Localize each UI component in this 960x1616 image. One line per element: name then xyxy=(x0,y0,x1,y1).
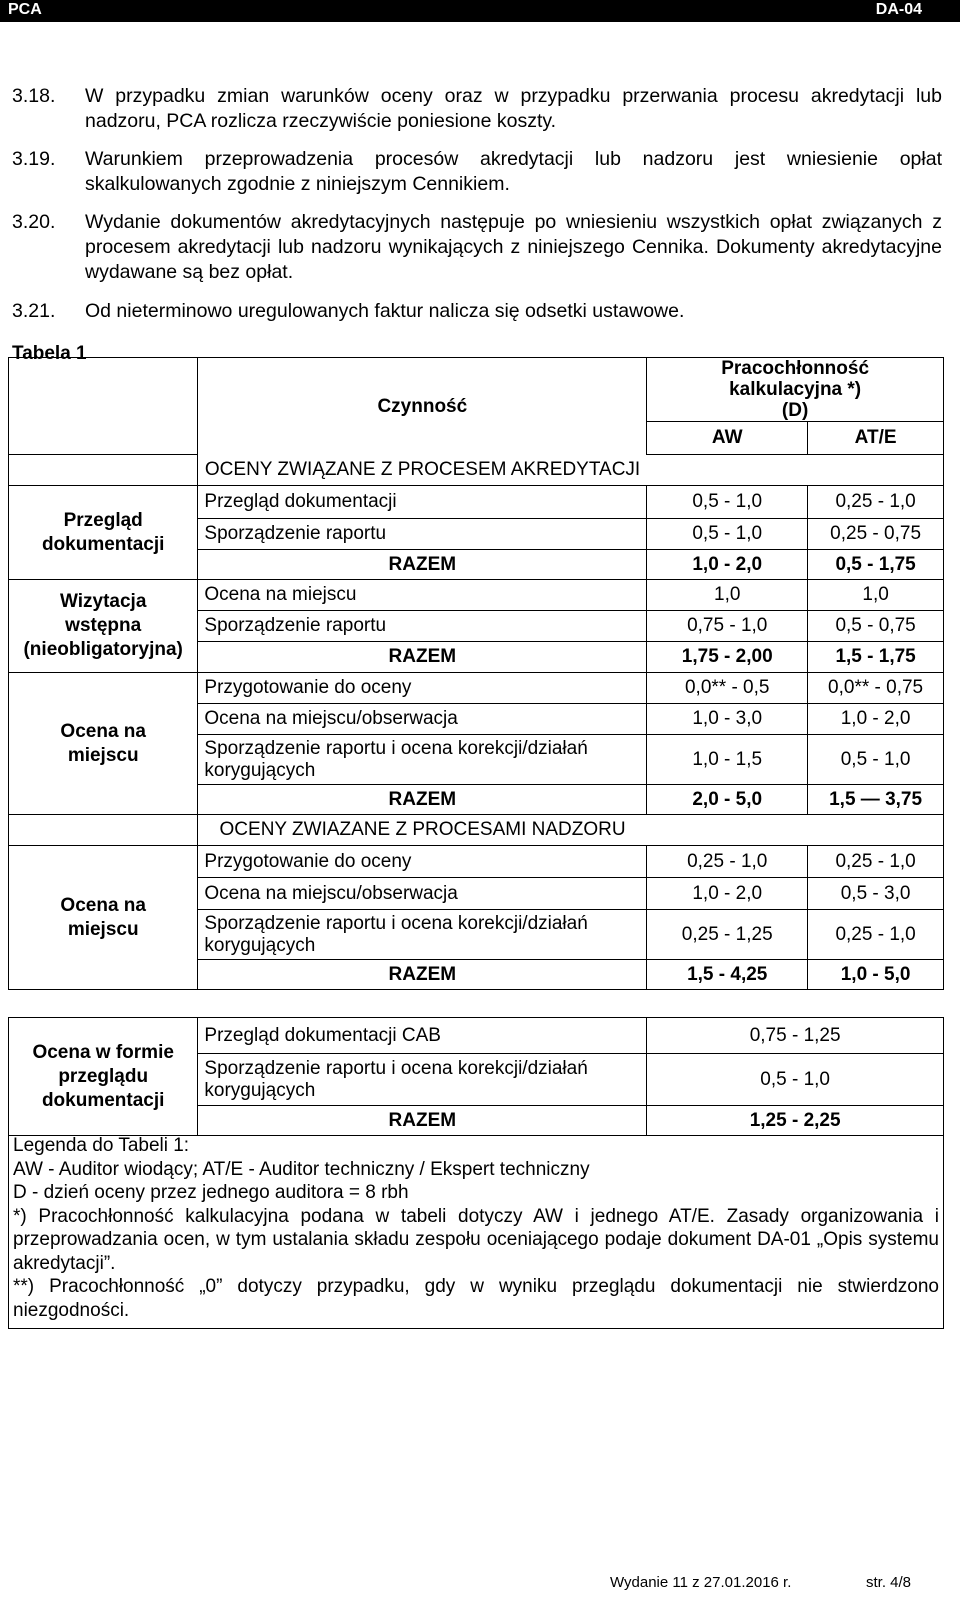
legend-title: Legenda do Tabeli 1: xyxy=(13,1135,190,1156)
section-title-surveillance: OCENY ZWIAZANE Z PROCESAMI NADZORU xyxy=(198,815,647,846)
activity-cell: Przygotowanie do oceny xyxy=(198,846,647,878)
legend-line: **) Pracochłonność „0” dotyczy przypadku, gdy w wyniku przeglądu dokumentacji nie stwierdzono niezgodności. xyxy=(13,1276,939,1321)
total-aw: 1,0 - 2,0 xyxy=(647,550,808,580)
total-label: RAZEM xyxy=(198,960,647,990)
spacer-row xyxy=(9,990,944,1018)
activity-cell xyxy=(198,735,647,785)
activity-cell: Ocena na miejscu/obserwacja xyxy=(198,704,647,735)
header-doc-code: DA-04 xyxy=(875,1,922,18)
header-effort-line: Pracochłonność xyxy=(721,358,870,379)
ate-value: 1,0 - 2,0 xyxy=(808,704,944,735)
total-ate: 1,5 — 3,75 xyxy=(808,785,944,815)
aw-value: 1,0 - 3,0 xyxy=(647,704,808,735)
activity-cell: Sporządzenie raportu xyxy=(198,611,647,642)
group-label-line: Ocena na xyxy=(60,894,146,916)
paragraph-number: 3.19. xyxy=(12,148,56,170)
ate-value: 0,25 - 1,0 xyxy=(808,486,944,519)
paragraph-text: Od nieterminowo uregulowanych faktur nalicza się odsetki ustawowe. xyxy=(85,300,685,322)
aw-value: 1,0 xyxy=(647,580,808,611)
group-label-line: (nieobligatoryjna) xyxy=(23,639,183,660)
table-caption: Tabela 1 xyxy=(12,343,87,364)
header-ate: AT/E xyxy=(808,422,944,455)
section-empty-cell xyxy=(9,455,198,486)
ate-value: 0,5 - 0,75 xyxy=(808,611,944,642)
footer-edition: Wydanie 11 z 27.01.2016 r. xyxy=(610,1574,792,1591)
paragraph-number: 3.20. xyxy=(12,211,56,233)
header-effort xyxy=(647,358,944,422)
group-label-document-form-assessment xyxy=(9,1018,198,1136)
section-empty-cell xyxy=(647,815,944,846)
activity-line: Sporządzenie raportu i ocena korekcji/działań xyxy=(204,1057,588,1079)
legend-line: AW - Auditor wiodący; AT/E - Auditor techniczny / Ekspert techniczny xyxy=(13,1158,590,1180)
group-label-line: przeglądu xyxy=(58,1065,149,1087)
activity-line: Sporządzenie raportu i ocena korekcji/działań xyxy=(204,912,588,934)
total-label: RAZEM xyxy=(198,550,647,580)
paragraph-text: W przypadku zmian warunków oceny oraz w przypadku przerwania procesu akredytacji lub nadzoru, PCA rozlicza rzeczywiście poniesione koszty. xyxy=(85,85,942,132)
total-label: RAZEM xyxy=(198,785,647,815)
group-label-line: dokumentacji xyxy=(41,1089,165,1111)
paragraph-text: Warunkiem przeprowadzenia procesów akredytacji lub nadzoru jest wniesienie opłat skalkulowanych zgodnie z niniejszym Cennikiem. xyxy=(85,148,942,195)
group-label-line: miejscu xyxy=(67,918,139,940)
header-activity: Czynność xyxy=(198,358,647,455)
table-row xyxy=(9,580,944,611)
activity-cell: Przegląd dokumentacji CAB xyxy=(198,1018,647,1054)
section-empty-cell xyxy=(647,455,944,486)
ate-value: 1,0 xyxy=(808,580,944,611)
table-legend xyxy=(8,1130,944,1329)
activity-cell xyxy=(198,1054,647,1106)
aw-value: 1,0 - 1,5 xyxy=(647,735,808,785)
total-aw: 1,5 - 4,25 xyxy=(647,960,808,990)
header-bar xyxy=(0,0,960,22)
aw-value: 1,0 - 2,0 xyxy=(647,878,808,910)
header-effort-line: (D) xyxy=(781,400,809,421)
group-label-preliminary-visit xyxy=(9,580,198,673)
paragraph-3-20 xyxy=(12,210,942,285)
section-empty-cell xyxy=(9,815,198,846)
group-label-onsite-surveillance xyxy=(9,846,198,990)
ate-value: 0,5 - 1,0 xyxy=(808,735,944,785)
legend-line: *) Pracochłonność kalkulacyjna podana w tabeli dotyczy AW i jednego AT/E. Zasady organizowania i przeprowadzania ocen, w tym ustalania składu zespołu oceniającego podaje dokument DA-01 „Opis systemu akredytacji”. xyxy=(13,1205,939,1274)
footer-page-number: str. 4/8 xyxy=(866,1574,912,1591)
group-label-onsite-assessment xyxy=(9,673,198,815)
section-title-accreditation: OCENY ZWIĄZANE Z PROCESEM AKREDYTACJI xyxy=(198,455,647,486)
group-label-line: miejscu xyxy=(67,744,139,766)
aw-value: 0,0** - 0,5 xyxy=(647,673,808,704)
ate-value: 0,0** - 0,75 xyxy=(808,673,944,704)
header-empty-cell xyxy=(9,358,198,455)
pricing-effort-table xyxy=(8,357,944,1136)
header-org: PCA xyxy=(8,1,42,18)
table-row xyxy=(9,673,944,704)
header-aw: AW xyxy=(647,422,808,455)
activity-line: korygujących xyxy=(204,759,316,781)
paragraph-number: 3.18. xyxy=(12,85,56,107)
activity-cell xyxy=(198,910,647,960)
ate-value: 0,5 - 3,0 xyxy=(808,878,944,910)
aw-value: 0,5 - 1,0 xyxy=(647,486,808,519)
paragraph-3-21 xyxy=(12,299,942,324)
header-effort-line: kalkulacyjna *) xyxy=(729,379,862,400)
table-row xyxy=(9,486,944,519)
activity-cell: Sporządzenie raportu xyxy=(198,519,647,550)
group-label-line: Wizytacja xyxy=(59,591,147,612)
combined-value: 0,5 - 1,0 xyxy=(647,1054,944,1106)
section-row-accreditation xyxy=(9,455,944,486)
ate-value: 0,25 - 1,0 xyxy=(808,910,944,960)
group-label-line: Przegląd xyxy=(63,509,143,531)
paragraph-3-19 xyxy=(12,147,942,197)
ate-value: 0,25 - 1,0 xyxy=(808,846,944,878)
group-label-line: Ocena w formie xyxy=(32,1041,174,1063)
group-label-line: wstępna xyxy=(65,615,142,636)
aw-value: 0,5 - 1,0 xyxy=(647,519,808,550)
total-ate: 1,5 - 1,75 xyxy=(808,642,944,673)
section-row-surveillance xyxy=(9,815,944,846)
total-ate: 1,0 - 5,0 xyxy=(808,960,944,990)
activity-line: Sporządzenie raportu i ocena korekcji/działań xyxy=(204,737,588,759)
paragraph-3-18 xyxy=(12,84,942,134)
total-ate: 0,5 - 1,75 xyxy=(808,550,944,580)
legend-line: D - dzień oceny przez jednego auditora = 8 rbh xyxy=(13,1182,409,1203)
activity-line: korygujących xyxy=(204,934,316,956)
total-label: RAZEM xyxy=(198,1106,647,1136)
group-label-line: Ocena na xyxy=(60,720,146,742)
combined-value: 0,75 - 1,25 xyxy=(647,1018,944,1054)
total-combined: 1,25 - 2,25 xyxy=(647,1106,944,1136)
total-label: RAZEM xyxy=(198,642,647,673)
aw-value: 0,25 - 1,0 xyxy=(647,846,808,878)
group-label-document-review xyxy=(9,486,198,580)
activity-cell: Ocena na miejscu/obserwacja xyxy=(198,878,647,910)
activity-cell: Przegląd dokumentacji xyxy=(198,486,647,519)
paragraph-number: 3.21. xyxy=(12,300,56,322)
activity-cell: Przygotowanie do oceny xyxy=(198,673,647,704)
table-header-row xyxy=(9,358,944,422)
ate-value: 0,25 - 0,75 xyxy=(808,519,944,550)
aw-value: 0,25 - 1,25 xyxy=(647,910,808,960)
activity-line: korygujących xyxy=(204,1079,316,1101)
activity-cell: Ocena na miejscu xyxy=(198,580,647,611)
table-row xyxy=(9,846,944,878)
total-aw: 2,0 - 5,0 xyxy=(647,785,808,815)
total-aw: 1,75 - 2,00 xyxy=(647,642,808,673)
aw-value: 0,75 - 1,0 xyxy=(647,611,808,642)
group-label-line: dokumentacji xyxy=(41,533,165,555)
table-row xyxy=(9,1018,944,1054)
spacer-cell xyxy=(9,990,944,1018)
paragraph-text: Wydanie dokumentów akredytacyjnych następuje po wniesieniu wszystkich opłat związanych z procesem akredytacji lub nadzoru wynikających z niniejszego Cennika. Dokumenty akredytacyjne wydawane są bez opłat. xyxy=(85,211,942,283)
